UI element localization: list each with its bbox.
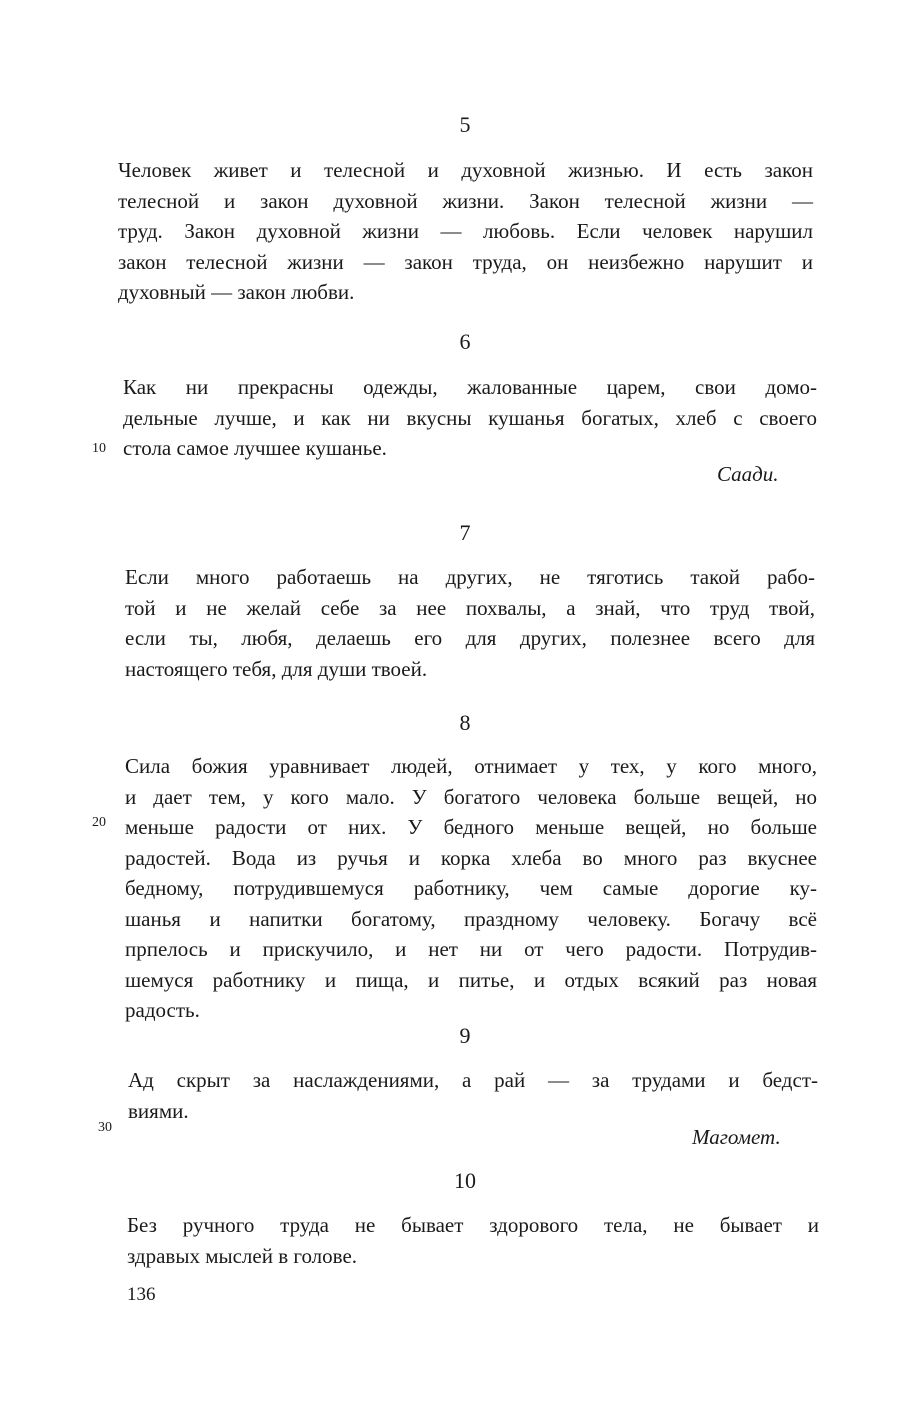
text-line: дельные лучше, и как ни вкусны кушанья богатых, хлеб с своего [123,405,817,430]
line-number-margin: 20 [92,815,106,830]
text-line: бедному, потрудившемуся работнику, чем самые дорогие ку- [125,876,817,900]
line-number-margin: 30 [98,1120,112,1135]
text-line: радостей. Вода из ручья и корка хлеба во много раз вкуснее [125,845,817,870]
text-line: той и не желай себе за нее похвалы, а знай, что труд твой, [125,595,815,620]
paragraph-9 [128,1065,818,1126]
text-line: радость. [125,998,200,1022]
author-attribution: Саади. [717,462,779,486]
author-attribution: Магомет. [692,1125,781,1149]
text-line: прпелось и прискучило, и нет ни от чего радости. Потрудив- [125,937,817,961]
text-line: шанья и напитки богатому, праздному человеку. Богачу всё [125,906,817,931]
section-number-8: 8 [459,710,471,735]
paragraph-6 [123,372,817,464]
text-line: настоящего тебя, для души твоей. [125,656,428,681]
text-line: стола самое лучшее кушанье. [123,436,387,460]
text-line: здравых мыслей в голове. [127,1243,358,1268]
section-number-10: 10 [454,1168,476,1193]
text-line: телесной и закон духовной жизни. Закон телесной жизни — [118,188,813,213]
text-line: закон телесной жизни — закон труда, он неизбежно нарушит и [118,249,813,274]
section-number-7: 7 [459,520,471,545]
text-line: и дает тем, у кого мало. У богатого человека больше вещей, но [125,784,817,809]
text-line: Человек живет и телесной и духовной жизнью. И есть закон [118,158,813,182]
section-number-6: 6 [459,329,471,354]
text-line: Как ни прекрасны одежды, жалованные царем, свои домо- [123,375,817,399]
section-number-9: 9 [459,1023,471,1048]
text-line: труд. Закон духовной жизни — любовь. Если человек нарушил [118,219,813,243]
section-number-5: 5 [459,112,471,137]
paragraph-10 [127,1210,819,1271]
paragraph-5 [118,155,813,308]
line-number-margin: 10 [92,441,106,456]
text-line: Сила божия уравнивает людей, отнимает у тех, у кого много, [125,754,817,778]
text-line: шемуся работнику и пища, и питье, и отдых всякий раз новая [125,967,817,992]
paragraph-7 [125,562,815,684]
text-line: меньше радости от них. У бедного меньше вещей, но больше [125,815,817,839]
text-line: духовный — закон любви. [118,280,355,304]
paragraph-8 [125,751,817,1026]
text-line: виями. [128,1098,189,1123]
text-line: Ад скрыт за наслаждениями, а рай — за трудами и бедст- [128,1068,818,1092]
text-line: Если много работаешь на других, не тяготись такой рабо- [125,565,815,589]
text-line: Без ручного труда не бывает здорового тела, не бывает и [127,1213,819,1237]
page-number: 136 [127,1284,156,1305]
text-line: если ты, любя, делаешь его для других, полезнее всего для [125,626,815,650]
